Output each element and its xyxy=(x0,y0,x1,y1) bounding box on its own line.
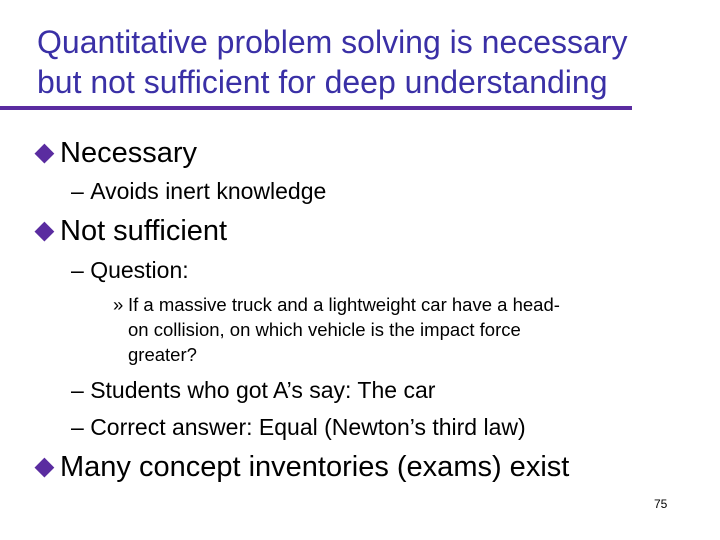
question-line-3: greater? xyxy=(128,344,197,365)
bullet-not-sufficient xyxy=(36,215,227,248)
bullet-inventories xyxy=(36,451,569,484)
bullet-necessary xyxy=(36,137,197,170)
sub-bullet-students-text: Students who got A’s say: The car xyxy=(90,377,436,403)
diamond-bullet-icon xyxy=(35,144,55,164)
dash-marker: – xyxy=(71,377,84,403)
bullet-not-sufficient-text: Not sufficient xyxy=(60,215,228,247)
page-number: 75 xyxy=(654,497,668,511)
sub-bullet-inert-text: Avoids inert knowledge xyxy=(90,178,327,204)
bullet-necessary-text: Necessary xyxy=(60,137,197,169)
diamond-bullet-icon xyxy=(35,458,55,478)
title-line-2: but not sufficient for deep understanding xyxy=(37,64,608,100)
question-text-block xyxy=(113,292,560,367)
question-line-1 xyxy=(113,292,560,317)
dash-marker: – xyxy=(71,178,84,204)
question-line-1-text: If a massive truck and a lightweight car have a head- xyxy=(128,294,560,315)
title-underline xyxy=(0,106,632,110)
dash-marker: – xyxy=(71,257,84,283)
diamond-bullet-icon xyxy=(35,222,55,242)
sub-bullet-question-text: Question: xyxy=(90,257,189,283)
sub-bullet-students xyxy=(71,377,435,404)
bullet-inventories-text: Many concept inventories (exams) exist xyxy=(60,451,570,483)
question-line-2: on collision, on which vehicle is the impact force xyxy=(128,319,521,340)
sub-bullet-correct-text: Correct answer: Equal (Newton’s third law) xyxy=(90,414,526,440)
title-line-1: Quantitative problem solving is necessary xyxy=(37,24,628,60)
sub-bullet-inert xyxy=(71,178,326,205)
sub-bullet-question xyxy=(71,257,189,284)
sub-bullet-correct xyxy=(71,414,526,441)
raquo-marker: » xyxy=(113,294,124,315)
dash-marker: – xyxy=(71,414,84,440)
slide-title xyxy=(37,22,717,102)
